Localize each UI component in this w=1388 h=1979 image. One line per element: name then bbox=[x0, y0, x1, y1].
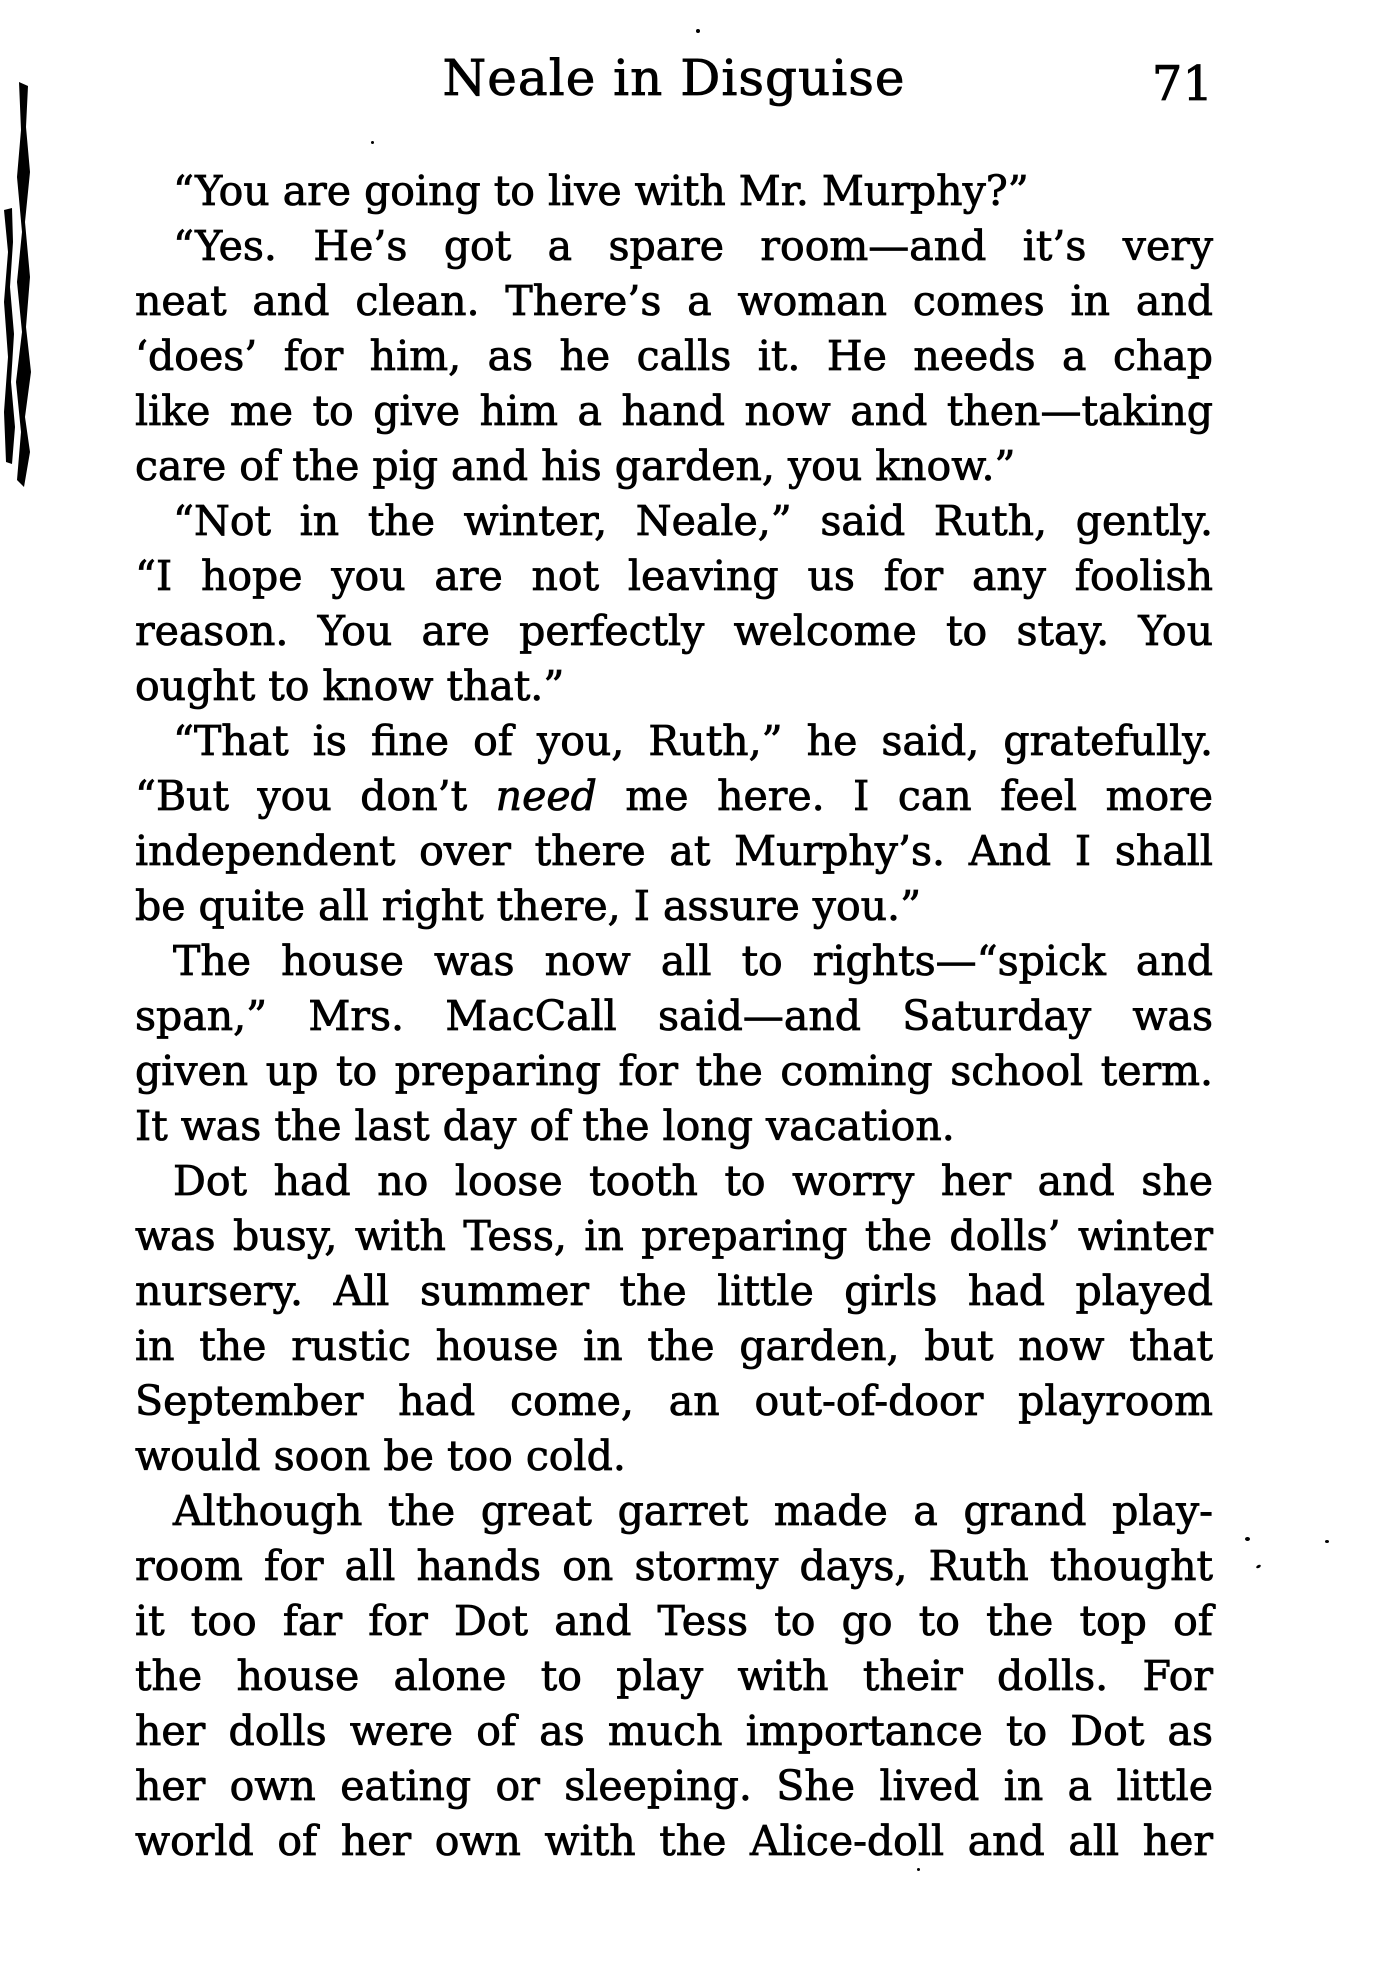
scan-artifact-streak bbox=[0, 82, 36, 488]
text-line: her own eating or sleeping. She lived in a little bbox=[135, 1762, 1213, 1810]
page-header bbox=[135, 48, 1213, 112]
text-line: “Yes. He’s got a spare room—and it’s very bbox=[173, 222, 1213, 270]
text-line: “I hope you are not leaving us for any foolish bbox=[135, 552, 1213, 600]
italic-word: need bbox=[495, 772, 597, 820]
text-line: Dot had no loose tooth to worry her and she bbox=[173, 1157, 1213, 1205]
page-text bbox=[135, 164, 1213, 1869]
text-line: would soon be too cold. bbox=[135, 1432, 626, 1480]
text-line: ought to know that.” bbox=[135, 662, 565, 710]
text-line: world of her own with the Alice-doll and all her bbox=[135, 1817, 1213, 1865]
paragraph bbox=[135, 1484, 1213, 1869]
text-line: ‘does’ for him, as he calls it. He needs a chap bbox=[135, 332, 1213, 380]
text-line: the house alone to play with their dolls. For bbox=[135, 1652, 1213, 1700]
text-line: room for all hands on stormy days, Ruth thought bbox=[135, 1542, 1213, 1590]
text-line: “But you don’t need me here. I can feel more bbox=[135, 772, 1213, 820]
text-line: September had come, an out-of-door playroom bbox=[135, 1377, 1213, 1425]
page-number: 71 bbox=[1151, 56, 1213, 112]
text-line: nursery. All summer the little girls had played bbox=[135, 1267, 1213, 1315]
scan-speck bbox=[696, 29, 700, 33]
paragraph bbox=[135, 164, 1213, 219]
text-line: The house was now all to rights—“spick and bbox=[173, 937, 1213, 985]
running-title: Neale in Disguise bbox=[442, 49, 906, 107]
text-line: care of the pig and his garden, you know.” bbox=[135, 442, 1016, 490]
text-line: like me to give him a hand now and then—taking bbox=[135, 387, 1213, 435]
text-line: was busy, with Tess, in preparing the dolls’ winter bbox=[135, 1212, 1213, 1260]
text-line: “That is fine of you, Ruth,” he said, gratefully. bbox=[173, 717, 1213, 765]
text-line: given up to preparing for the coming school term. bbox=[135, 1047, 1213, 1095]
text-line: independent over there at Murphy’s. And I shall bbox=[135, 827, 1213, 875]
paragraph bbox=[135, 1154, 1213, 1484]
scan-speck bbox=[1245, 1537, 1250, 1541]
text-line: span,” Mrs. MacCall said—and Saturday was bbox=[135, 992, 1213, 1040]
text-line: neat and clean. There’s a woman comes in and bbox=[135, 277, 1213, 325]
text-line: be quite all right there, I assure you.” bbox=[135, 882, 922, 930]
text-line: reason. You are perfectly welcome to stay. You bbox=[135, 607, 1213, 655]
text-line: Although the great garret made a grand play- bbox=[173, 1487, 1213, 1535]
text-line: It was the last day of the long vacation. bbox=[135, 1102, 955, 1150]
scan-speck bbox=[1256, 1564, 1262, 1569]
text-line: “You are going to live with Mr. Murphy?” bbox=[173, 167, 1029, 215]
paragraph bbox=[135, 714, 1213, 934]
text-line: in the rustic house in the garden, but now that bbox=[135, 1322, 1213, 1370]
scan-speck bbox=[371, 141, 374, 144]
scan-speck bbox=[1325, 1540, 1329, 1543]
paragraph bbox=[135, 219, 1213, 494]
paragraph bbox=[135, 494, 1213, 714]
text-line: it too far for Dot and Tess to go to the top of bbox=[135, 1597, 1213, 1645]
text-line: her dolls were of as much importance to Dot as bbox=[135, 1707, 1213, 1755]
text-line: “Not in the winter, Neale,” said Ruth, gently. bbox=[173, 497, 1213, 545]
paragraph bbox=[135, 934, 1213, 1154]
